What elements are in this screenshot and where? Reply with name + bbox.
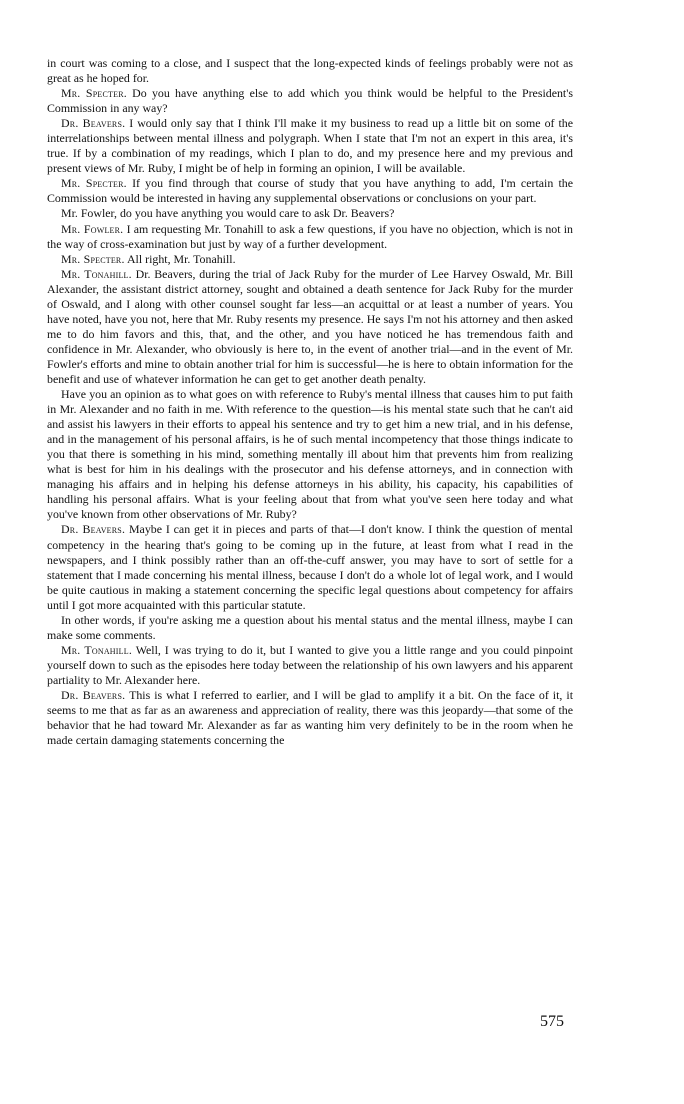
paragraph-9 bbox=[47, 387, 573, 522]
paragraph-text: I am requesting Mr. Tonahill to ask a few questions, if you have no objection, which is not in the way of cross-examination but just by way of a further development. bbox=[47, 221, 573, 251]
paragraph-8 bbox=[47, 267, 573, 387]
paragraph-4 bbox=[47, 176, 573, 206]
paragraph-text: If you find through that course of study that you have anything to add, I'm certain the Commission would be interested in having any supplemental observations or conclusions on your part. bbox=[47, 176, 573, 206]
speaker-label: Mr. Fowler. bbox=[61, 221, 124, 236]
paragraph-text: I would only say that I think I'll make it my business to read up a little bit on some of the interrelationships between mental illness and polygraph. When I state that I'm not an expert in this area, it's true. If by a combination of my readings, which I plan to do, and my presence here and my previous and present views of Mr. Ruby, I might be of help in forming an opinion, I will be available. bbox=[47, 116, 573, 176]
paragraph-1 bbox=[47, 56, 573, 86]
paragraph-13 bbox=[47, 688, 573, 748]
paragraph-3 bbox=[47, 116, 573, 176]
page-number: 575 bbox=[540, 1013, 564, 1030]
speaker-label: Mr. Tonahill. bbox=[61, 266, 132, 281]
paragraph-text: Do you have anything else to add which you think would be helpful to the President's Commission in any way? bbox=[47, 86, 573, 116]
paragraph-text: Well, I was trying to do it, but I wanted to give you a little range and you could pinpoint yourself down to such as the episodes here today between the relationship of his own lawyers and his apparent partiality to Mr. Alexander here. bbox=[47, 642, 573, 687]
paragraph-5 bbox=[47, 206, 573, 221]
paragraph-6 bbox=[47, 222, 573, 252]
paragraph-2 bbox=[47, 86, 573, 116]
speaker-label: Dr. Beavers. bbox=[61, 522, 126, 537]
paragraph-text: in court was coming to a close, and I suspect that the long-expected kinds of feelings probably were not as great as he hoped for. bbox=[47, 56, 573, 86]
paragraph-text: Maybe I can get it in pieces and parts of that—I don't know. I think the question of mental competency in the hearing that's going to be coming up in the future, at least from what I read in the newspapers, and I think possibly rather than an off-the-cuff answer, you may have to sort of settle for a statement that I made concerning his mental illness, because I don't do a whole lot of legal work, and I would be quite cautious in making a statement concerning the specific legal questions about competency for affairs until I got more acquainted with this particular statute. bbox=[47, 522, 573, 612]
speaker-label: Mr. Specter. bbox=[61, 176, 127, 191]
paragraph-10 bbox=[47, 522, 573, 612]
paragraph-11 bbox=[47, 613, 573, 643]
paragraph-text: In other words, if you're asking me a question about his mental status and the mental illness, maybe I can make some comments. bbox=[47, 612, 573, 642]
speaker-label: Mr. Tonahill. bbox=[61, 642, 132, 657]
speaker-label: Mr. Specter. bbox=[61, 86, 127, 101]
speaker-label: Dr. Beavers. bbox=[61, 687, 126, 702]
transcript-body bbox=[47, 56, 573, 748]
paragraph-text: All right, Mr. Tonahill. bbox=[126, 251, 236, 266]
speaker-label: Mr. Specter. bbox=[61, 251, 125, 266]
paragraph-text: Dr. Beavers, during the trial of Jack Ruby for the murder of Lee Harvey Oswald, Mr. Bill Alexander, the assistant district attorney, sought and obtained a death sentence for Jack Ruby for the murder of Oswald, and I along with other counsel sought far less—an acquittal or at least a number of years. You have noted, have you not, here that Mr. Ruby resents my presence. He says I'm not his attorney and then asked me to do him favors and this, that, and the other, and you have noticed he has tremendous faith and confidence in Mr. Alexander, who obviously is here to, in the event of another trial—and in the event of Mr. Fowler's efforts and mine to obtain another trial for him is successful—he is here to obtain information for the benefit and use of whatever information he can get to get another death penalty. bbox=[47, 266, 573, 386]
paragraph-text: Have you an opinion as to what goes on with reference to Ruby's mental illness that causes him to put faith in Mr. Alexander and no faith in me. With reference to the question—is his mental state such that he can't aid and assist his lawyers in their efforts to appeal his sentence and try to get him a new trial, and in his defense, and in the management of his personal affairs, is he of such mental incompetency that those things indicate to you that there is something in his mind, something mentally ill about him that prevents him from realizing what is best for him in his dealings with the prosecutor and his defense attorneys, and in connection with managing his affairs and in helping his defense attorneys in his ability, his capacity, his capabilities of handling his personal affairs. What is your feeling about that from what you've seen here today and what you've known from other observations of Mr. Ruby? bbox=[47, 387, 573, 522]
speaker-label: Dr. Beavers. bbox=[61, 116, 126, 131]
paragraph-text: This is what I referred to earlier, and I will be glad to amplify it a bit. On the face of it, it seems to me that as far as an awareness and appreciation of reality, there was this jeopardy—that some of the behavior that he had toward Mr. Alexander as far as wanting him very definitely to be in the room when he made certain damaging statements concerning the bbox=[47, 687, 573, 748]
paragraph-text: Mr. Fowler, do you have anything you would care to ask Dr. Beavers? bbox=[61, 206, 395, 221]
paragraph-7 bbox=[47, 252, 573, 267]
paragraph-12 bbox=[47, 643, 573, 688]
